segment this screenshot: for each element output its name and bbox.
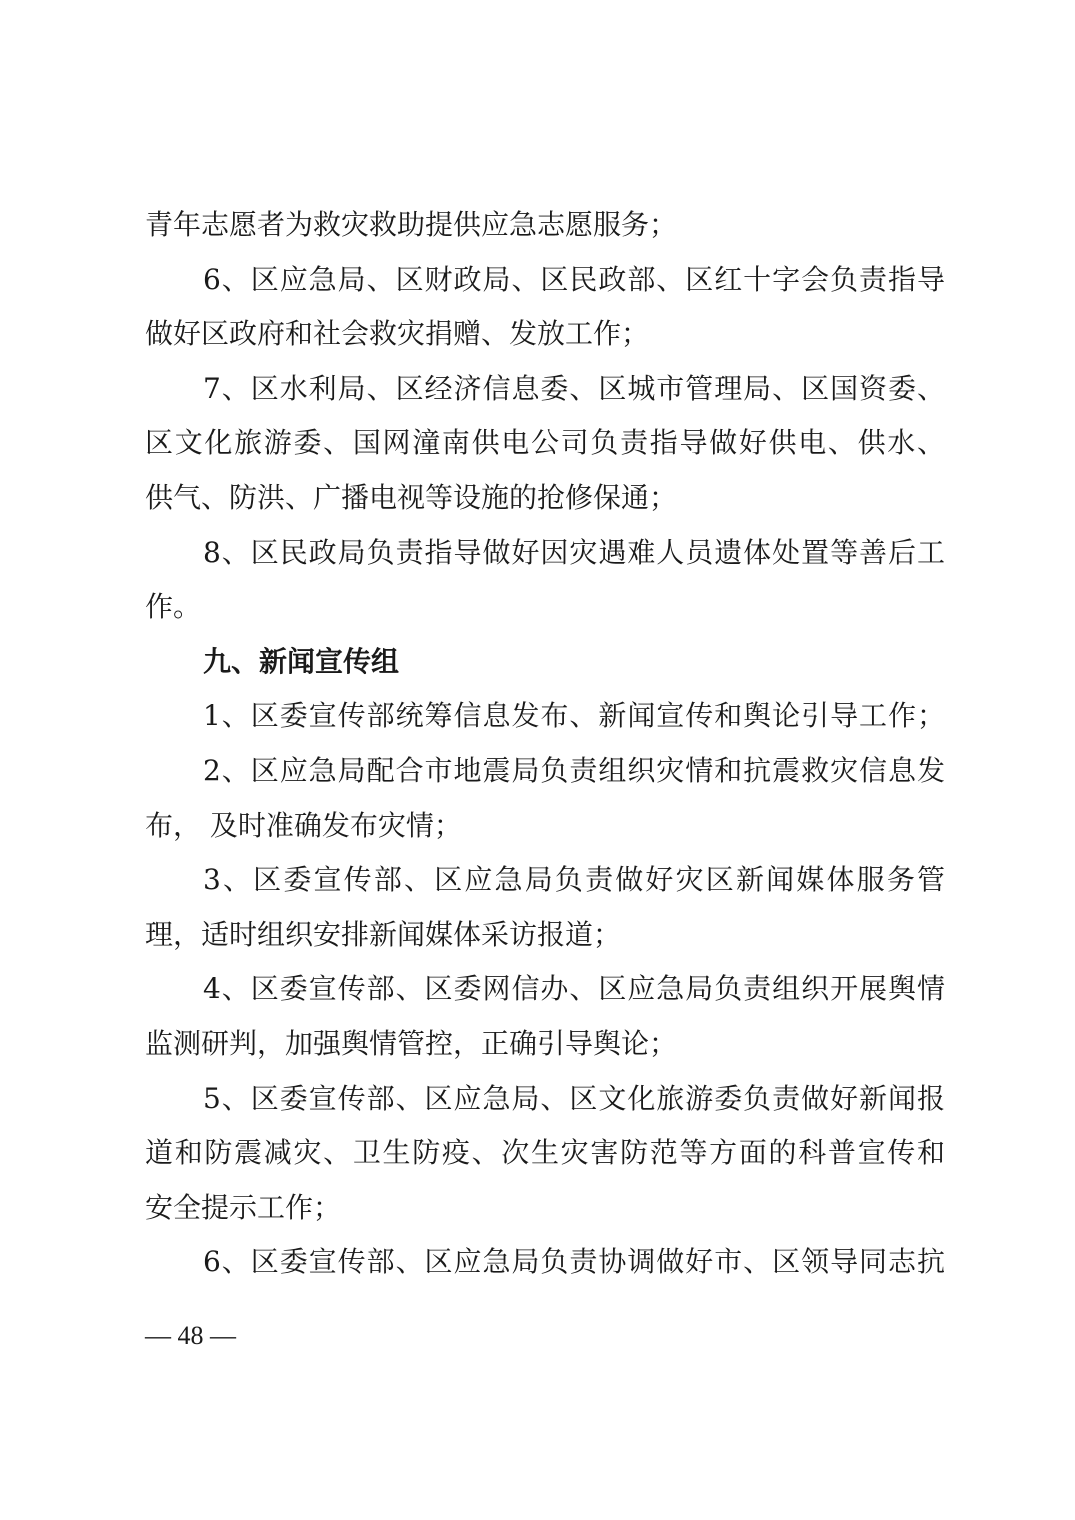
text-line: 安全提示工作； xyxy=(145,1190,342,1224)
document-body xyxy=(145,198,945,1290)
text-line: 8、区民政局负责指导做好因灾遇难人员遗体处置等善后工 xyxy=(203,535,945,569)
text-line: 6、区应急局、区财政局、区民政部、区红十字会负责指导 xyxy=(203,262,945,296)
text-line: 理，适时组织安排新闻媒体采访报道； xyxy=(145,917,622,951)
text-line: 5、区委宣传部、区应急局、区文化旅游委负责做好新闻报 xyxy=(203,1081,945,1115)
text-line: 2、区应急局配合市地震局负责组织灾情和抗震救灾信息发 xyxy=(203,753,945,787)
text-line: 道和防震减灾、卫生防疫、次生灾害防范等方面的科普宣传和 xyxy=(145,1136,945,1170)
text-line: 青年志愿者为救灾救助提供应急志愿服务； xyxy=(145,208,678,241)
text-line: 3、区委宣传部、区应急局负责做好灾区新闻媒体服务管 xyxy=(203,863,945,897)
text-line: 布， 及时准确发布灾情； xyxy=(145,808,462,842)
text-line: 7、区水利局、区经济信息委、区城市管理局、区国资委、 xyxy=(203,371,945,405)
text-line: 供气、防洪、广播电视等设施的抢修保通； xyxy=(145,480,678,514)
text-line: 监测研判，加强舆情管控，正确引导舆论； xyxy=(145,1026,678,1060)
text-line: 1、区委宣传部统筹信息发布、新闻宣传和舆论引导工作； xyxy=(203,699,945,733)
section-heading: 九、新闻宣传组 xyxy=(203,644,400,678)
text-line: 4、区委宣传部、区委网信办、区应急局负责组织开展舆情 xyxy=(203,972,945,1006)
text-line: 6、区委宣传部、区应急局负责协调做好市、区领导同志抗 xyxy=(203,1245,945,1279)
text-line: 区文化旅游委、国网潼南供电公司负责指导做好供电、供水、 xyxy=(145,426,945,460)
text-line: 做好区政府和社会救灾捐赠、发放工作； xyxy=(145,317,650,351)
page-number: — 48 — xyxy=(145,1321,236,1350)
text-line: 作。 xyxy=(145,590,202,624)
